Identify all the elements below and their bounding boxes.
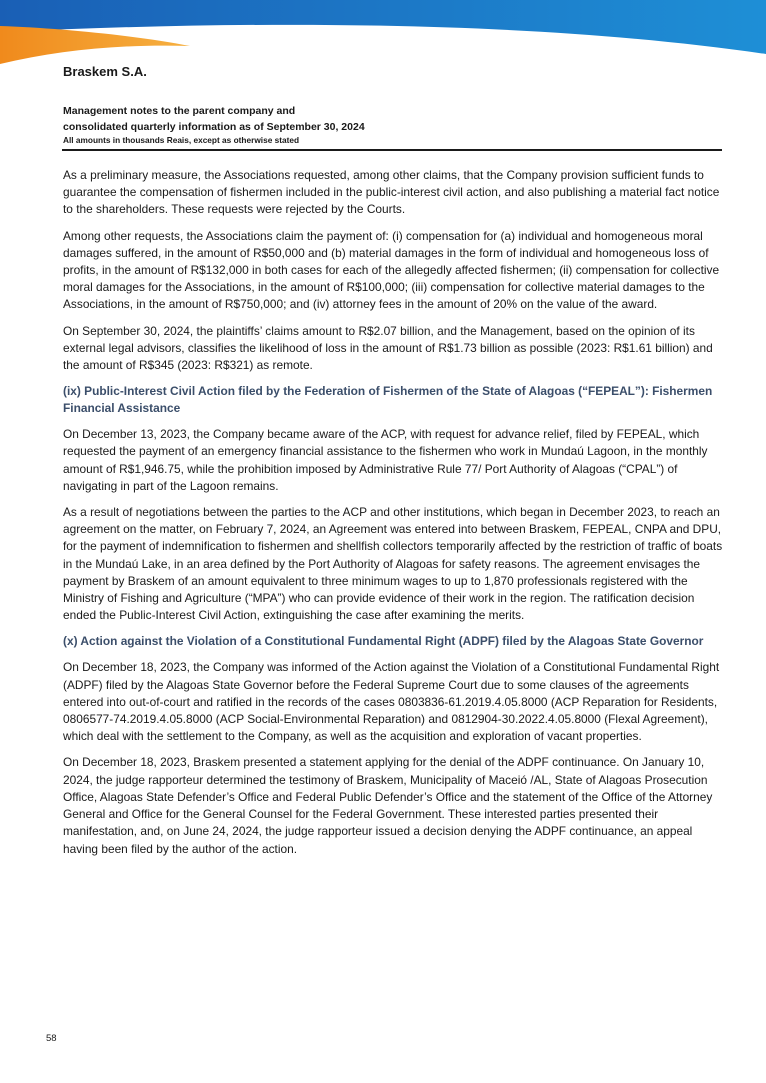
- paragraph-agreement: As a result of negotiations between the parties to the ACP and other institutions, which began in December 2023, to reach an agreement on the matter, on February 7, 2024, an Agreement was entered into between Braskem, FEPEAL, CNPA and DPU, for the payment of indemnification to fishermen and shellfish collectors temporarily affected by the restriction of traffic of boats in the Mundaú Lake, in an area defined by the Port Authority of Alagoas for safety reasons. The agreement envisages the payment by Braskem of an amount equivalent to three minimum wages to up to 1,870 professionals registered with the Ministry of Fishing and Agriculture (“MPA”) who can provide evidence of their work in the region. The ratification decision ended the Public-Interest Civil Action, extinguishing the case after examining the merits.: [63, 505, 723, 623]
- header-decoration: [0, 0, 766, 70]
- section-heading-x: (x) Action against the Violation of a Constitutional Fundamental Right (ADPF) filed by the Alagoas State Governor: [63, 634, 704, 649]
- report-title: [63, 103, 723, 135]
- amounts-note: All amounts in thousands Reais, except as otherwise stated: [63, 135, 300, 145]
- orange-swoosh: [0, 26, 190, 64]
- paragraph-preliminary-measure: As a preliminary measure, the Associations requested, among other claims, that the Company provision sufficient funds to guarantee the compensation of fishermen included in the public-interest civil action, and also publishing a material fact notice to the shareholders. These requests were rejected by the Courts.: [63, 168, 720, 217]
- paragraph-claims-amount: On September 30, 2024, the plaintiffs’ claims amount to R$2.07 billion, and the Management, based on the opinion of its external legal advisors, classifies the likelihood of loss in the amount of R$1.73 billion as possible (2023: R$1.61 billion) and the amount of R$345 (2023: R$321) as remote.: [63, 323, 713, 373]
- paragraph-adpf-informed: On December 18, 2023, the Company was informed of the Action against the Violation of a Constitutional Fundamental Right (ADPF) filed by the Alagoas State Governor before the Federal Supreme Court due to some clauses of the agreements entered into out-of-court and ratified in the records of the cases 0803836-61.2019.4.05.8000 (ACP Reparation for Residents, 0806577-74.2019.4.05.8000 (ACP Social-Environmental Reparation) and 0812904-30.2022.4.05.8000 (Flexal Agreement), which deal with the settlement to the Company, as well as the acquisition and exploration of vacant properties.: [63, 660, 720, 744]
- paragraph-fepeal-acp: On December 13, 2023, the Company became aware of the ACP, with request for advance relief, filed by FEPEAL, which requested the payment of an emergency financial assistance to the fishermen who work in Mundaú Lagoon, in the monthly amount of R$1,946.75, while the prohibition imposed by Administrative Rule 77/ Port Authority of Alagoas (“CPAL”) of navigating in part of the Lagoon remains.: [63, 427, 708, 493]
- company-name: Braskem S.A.: [63, 64, 147, 79]
- paragraph-adpf-statement: On December 18, 2023, Braskem presented a statement applying for the denial of the ADPF continuance. On January 10, 2024, the judge rapporteur determined the testimony of Braskem, Municipality of Maceió /AL, State of Alagoas Prosecution Office, Alagoas State Defender’s Office and Federal Public Defender’s Office and the statement of the Office of the Attorney General and Office for the General Counsel for the Federal Government. These interested parties presented their manifestation, and, on June 24, 2024, the judge rapporteur issued a decision denying the ADPF continuance, an appeal having been filed by the author of the action.: [63, 755, 713, 856]
- report-title-line2: consolidated quarterly information as of September 30, 2024: [63, 121, 365, 133]
- header-divider: [62, 149, 722, 151]
- report-title-line1: Management notes to the parent company and: [63, 105, 296, 117]
- paragraph-associations-claims: Among other requests, the Associations claim the payment of: (i) compensation for (a) individual and homogeneous moral damages suffered, in the amount of R$50,000 and (b) material damages in the form of individual and homogeneous loss of profits, in the amount of R$132,000 in both cases for each of the allegedly affected fishermen; (ii) compensation for collective moral damages for the Associations, in the amount of R$100,000; (iii) compensation for collective material damages to the Associations, in the amount of R$750,000; and (iv) attorney fees in the amount of 20% on the value of the award.: [63, 228, 720, 312]
- section-heading-ix: (ix) Public-Interest Civil Action filed by the Federation of Fishermen of the State of Alagoas (“FEPEAL”): Fishermen Financial Assistance: [63, 384, 713, 416]
- document-body: [63, 167, 723, 867]
- page-number: 58: [46, 1033, 57, 1044]
